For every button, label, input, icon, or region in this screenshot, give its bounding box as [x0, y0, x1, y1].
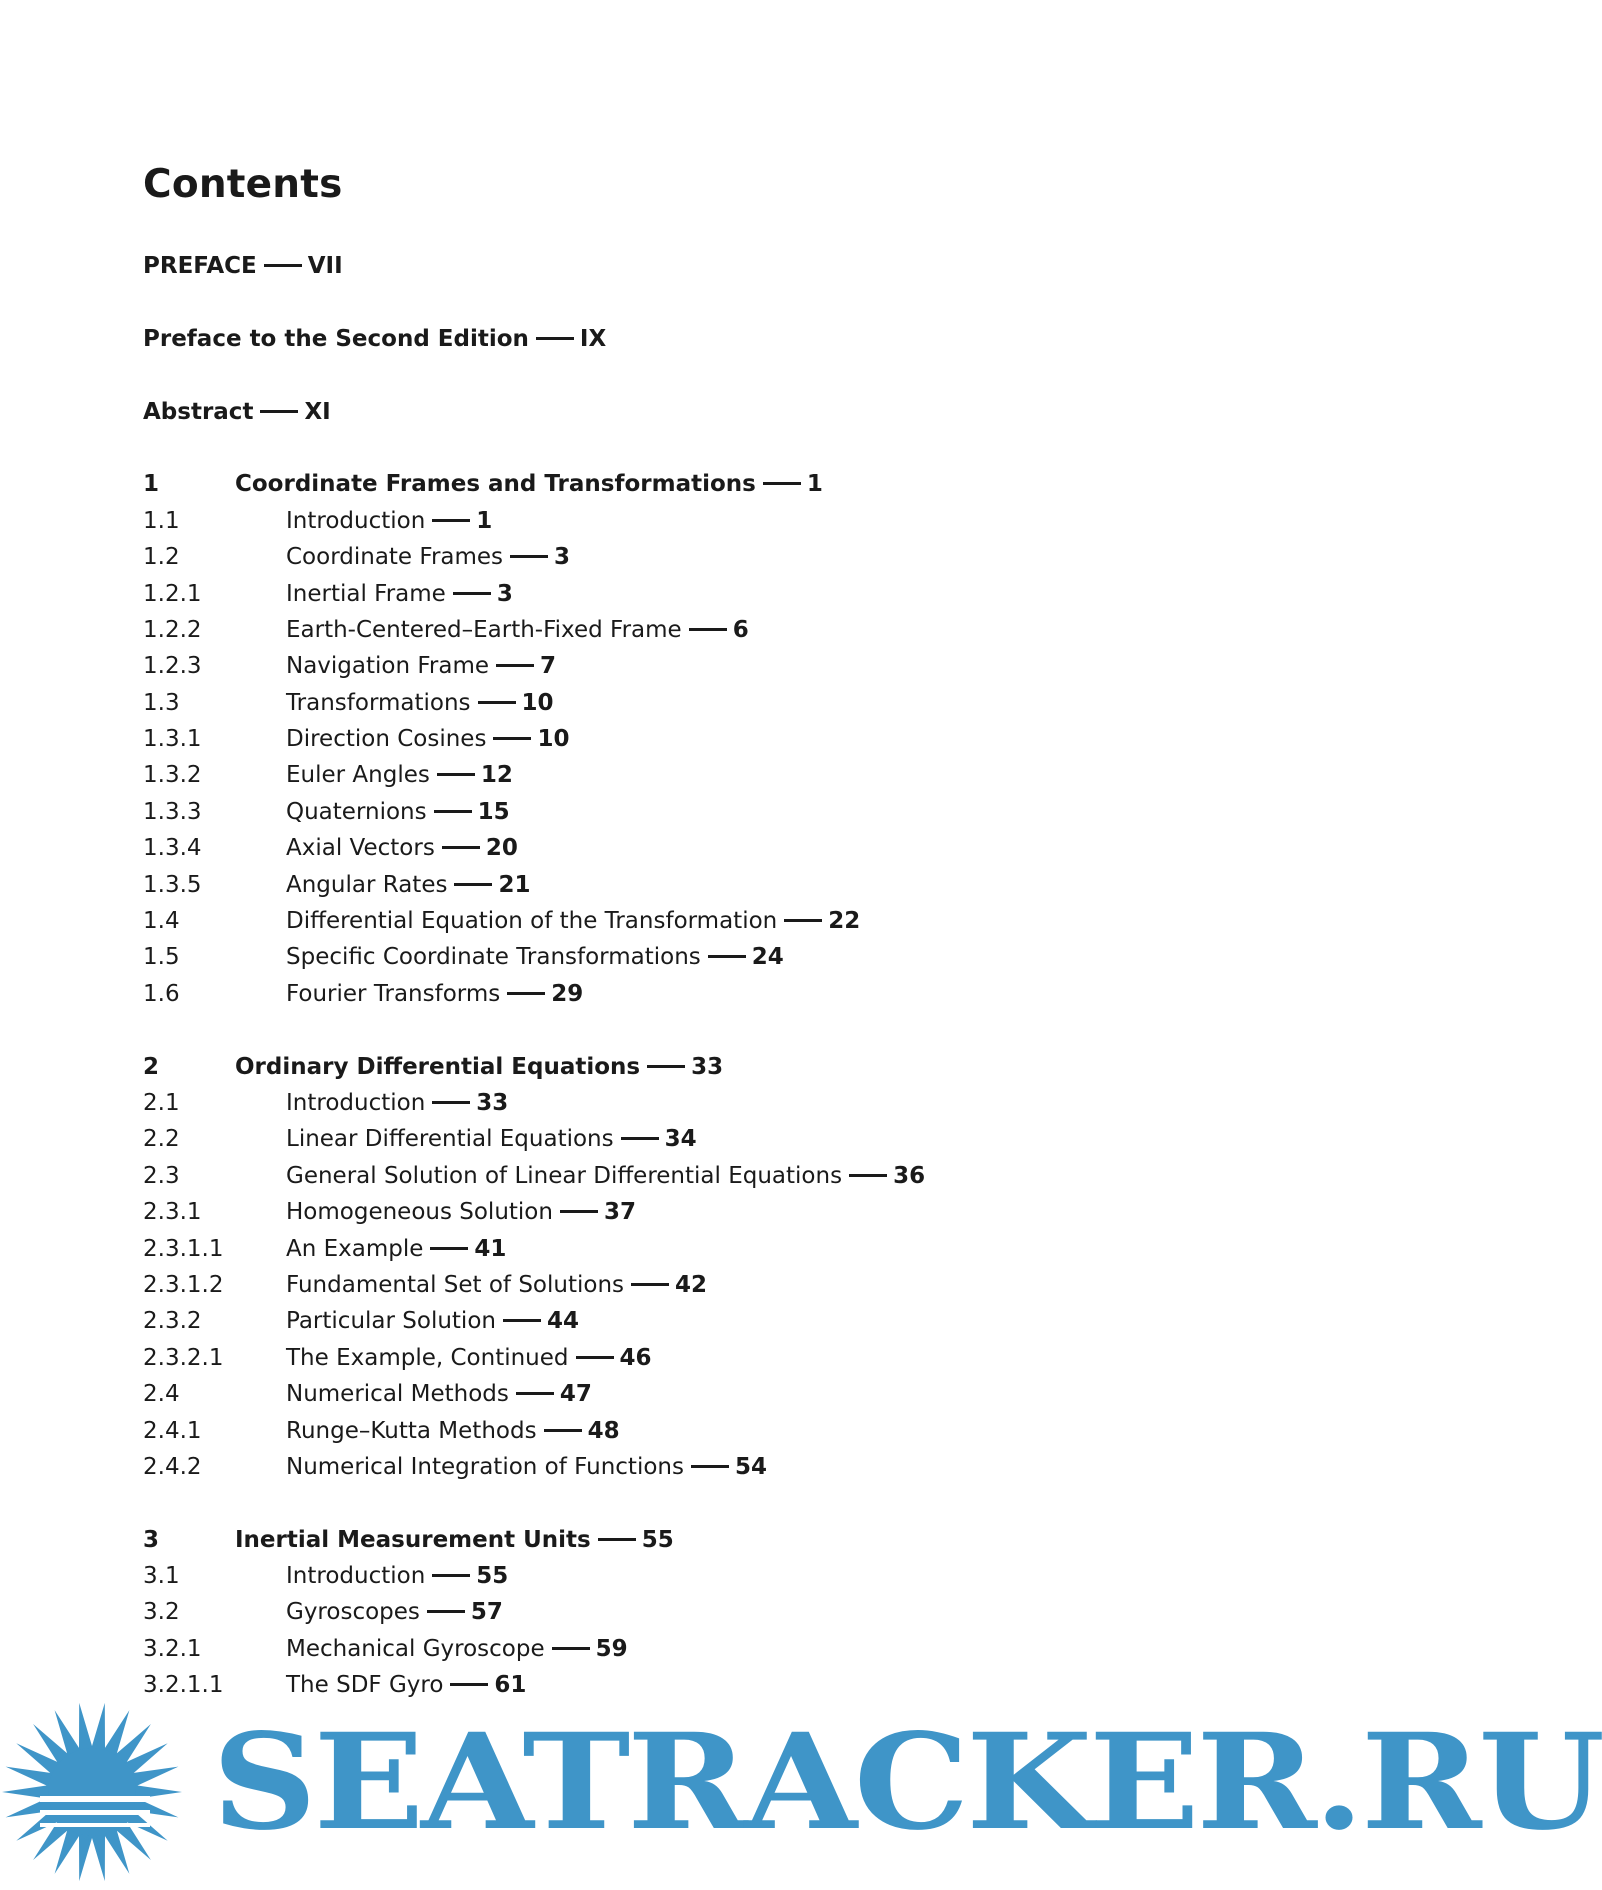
leader-dash: [552, 1647, 590, 1650]
entry-page: XI: [304, 398, 331, 425]
leader-dash: [478, 701, 516, 704]
section-number: 1.1: [143, 507, 180, 534]
chapter-list: [143, 466, 1243, 1703]
watermark: [0, 1700, 1602, 1890]
section-number: 1.6: [143, 980, 180, 1007]
page-title: Contents: [143, 162, 343, 207]
leader-dash: [510, 555, 548, 558]
section-number: 1.2.1: [143, 580, 202, 607]
toc-section-1.3.4[interactable]: [143, 830, 1243, 866]
section-title: Navigation Frame: [286, 653, 490, 680]
toc-section-3.2.1.1[interactable]: [143, 1667, 1243, 1703]
section-number: 3.1: [143, 1563, 180, 1590]
section-number: 1.2: [143, 544, 180, 571]
section-page: 1: [476, 507, 493, 534]
section-page: 3: [496, 580, 513, 607]
section-title: Introduction: [286, 507, 426, 534]
leader-dash: [427, 1610, 465, 1613]
toc-section-2.4.2[interactable]: [143, 1449, 1243, 1485]
toc-chapter-3[interactable]: [143, 1522, 1243, 1558]
toc-section-2.3.1[interactable]: [143, 1194, 1243, 1230]
sun-logo-icon: [0, 1700, 210, 1890]
section-title: Quaternions: [286, 798, 427, 825]
leader-dash: [432, 1574, 470, 1577]
toc-chapter-1[interactable]: [143, 466, 1243, 502]
section-number: 3.2.1: [143, 1635, 202, 1662]
toc-section-2.3.2[interactable]: [143, 1303, 1243, 1339]
toc-section-1.2[interactable]: [143, 539, 1243, 575]
section-title: Particular Solution: [286, 1308, 496, 1335]
section-number: 3.2.1.1: [143, 1672, 224, 1699]
leader-dash: [598, 1538, 636, 1541]
section-page: 61: [494, 1672, 527, 1699]
section-number: 1.5: [143, 944, 180, 971]
toc-entry-preface-second-edition[interactable]: [143, 321, 1243, 357]
section-page: 59: [595, 1635, 628, 1662]
section-page: 55: [476, 1563, 509, 1590]
section-title: General Solution of Linear Differential Equations: [286, 1162, 843, 1189]
section-number: 1.2.3: [143, 653, 202, 680]
toc-section-2.3.1.1[interactable]: [143, 1231, 1243, 1267]
leader-dash: [432, 1101, 470, 1104]
toc-section-3.1[interactable]: [143, 1558, 1243, 1594]
toc-section-1.3.1[interactable]: [143, 721, 1243, 757]
section-title: Numerical Methods: [286, 1381, 509, 1408]
section-page: 22: [828, 908, 861, 935]
section-page: 42: [675, 1271, 708, 1298]
leader-dash: [264, 264, 302, 267]
section-page: 29: [551, 980, 584, 1007]
toc-section-1.3.3[interactable]: [143, 794, 1243, 830]
chapter-page: 55: [641, 1526, 674, 1553]
section-number: 2.3.2.1: [143, 1344, 224, 1371]
leader-dash: [493, 737, 531, 740]
section-page: 21: [498, 871, 531, 898]
toc-entry-abstract[interactable]: [143, 394, 1243, 430]
section-title: Homogeneous Solution: [286, 1199, 553, 1226]
section-title: Inertial Frame: [286, 580, 446, 607]
section-page: 57: [470, 1599, 503, 1626]
leader-dash: [453, 592, 491, 595]
toc-section-1.3.5[interactable]: [143, 867, 1243, 903]
section-page: 24: [751, 944, 784, 971]
leader-dash: [260, 410, 298, 413]
leader-dash: [454, 883, 492, 886]
section-number: 2.3.2: [143, 1308, 202, 1335]
section-number: 3.2: [143, 1599, 180, 1626]
section-title: Euler Angles: [286, 762, 430, 789]
chapter-title: Ordinary Differential Equations: [235, 1053, 641, 1080]
leader-dash: [689, 628, 727, 631]
leader-dash: [432, 519, 470, 522]
section-page: 6: [732, 616, 749, 643]
leader-dash: [576, 1356, 614, 1359]
toc-section-2.3.2.1[interactable]: [143, 1340, 1243, 1376]
entry-page: VII: [307, 253, 343, 279]
leader-dash: [536, 337, 574, 340]
section-title: Runge–Kutta Methods: [286, 1417, 537, 1444]
section-page: 46: [619, 1344, 652, 1371]
section-title: The Example, Continued: [286, 1344, 569, 1371]
leader-dash: [849, 1174, 887, 1177]
toc-section-2.1[interactable]: [143, 1085, 1243, 1121]
toc-section-1.3.2[interactable]: [143, 757, 1243, 793]
section-title: Differential Equation of the Transformation: [286, 908, 778, 935]
toc-section-2.3.1.2[interactable]: [143, 1267, 1243, 1303]
toc-section-1.4[interactable]: [143, 903, 1243, 939]
leader-dash: [437, 773, 475, 776]
section-number: 2.4.1: [143, 1417, 202, 1444]
section-title: Axial Vectors: [286, 835, 435, 862]
section-page: 10: [537, 726, 570, 753]
section-page: 15: [477, 798, 510, 825]
toc-section-2.2[interactable]: [143, 1121, 1243, 1157]
section-page: 10: [521, 689, 554, 716]
section-title: Specific Coordinate Transformations: [286, 944, 701, 971]
section-page: 33: [476, 1089, 509, 1116]
chapter-page: 33: [691, 1053, 724, 1080]
section-title: Angular Rates: [286, 871, 448, 898]
section-number: 1.3: [143, 689, 180, 716]
leader-dash: [450, 1683, 488, 1686]
section-number: 1.3.3: [143, 798, 202, 825]
toc-section-1.3[interactable]: [143, 685, 1243, 721]
section-page: 3: [554, 544, 571, 571]
leader-dash: [708, 955, 746, 958]
entry-page: IX: [579, 325, 607, 352]
leader-dash: [503, 1319, 541, 1322]
leader-dash: [507, 992, 545, 995]
leader-dash: [631, 1283, 669, 1286]
section-page: 12: [480, 762, 513, 789]
section-page: 7: [540, 653, 557, 680]
section-title: Fundamental Set of Solutions: [286, 1271, 625, 1298]
section-number: 2.2: [143, 1126, 180, 1153]
section-title: An Example: [286, 1235, 424, 1262]
section-page: 20: [485, 835, 518, 862]
leader-dash: [647, 1065, 685, 1068]
leader-dash: [544, 1429, 582, 1432]
section-number: 1.4: [143, 908, 180, 935]
leader-dash: [516, 1392, 554, 1395]
toc-entry-preface[interactable]: [143, 248, 1243, 284]
section-number: 1.3.1: [143, 726, 202, 753]
section-number: 1.3.2: [143, 762, 202, 789]
table-of-contents: [143, 248, 1243, 1704]
section-title: The SDF Gyro: [286, 1672, 444, 1699]
chapter-number: 2: [143, 1053, 160, 1080]
chapter-title: Coordinate Frames and Transformations: [235, 471, 756, 498]
leader-dash: [763, 482, 801, 485]
leader-dash: [691, 1465, 729, 1468]
section-title: Gyroscopes: [286, 1599, 420, 1626]
section-page: 44: [546, 1308, 579, 1335]
toc-chapter-2[interactable]: [143, 1049, 1243, 1085]
section-title: Introduction: [286, 1563, 426, 1590]
section-title: Direction Cosines: [286, 726, 487, 753]
entry-title: Abstract: [143, 398, 254, 425]
section-number: 2.3.1.2: [143, 1271, 224, 1298]
section-number: 1.3.5: [143, 871, 202, 898]
section-title: Fourier Transforms: [286, 980, 501, 1007]
section-title: Mechanical Gyroscope: [286, 1635, 545, 1662]
section-page: 54: [734, 1453, 767, 1480]
section-title: Earth-Centered–Earth-Fixed Frame: [286, 616, 682, 643]
section-page: 37: [603, 1199, 636, 1226]
section-number: 2.3: [143, 1162, 180, 1189]
toc-section-2.4.1[interactable]: [143, 1413, 1243, 1449]
section-page: 41: [474, 1235, 507, 1262]
leader-dash: [430, 1247, 468, 1250]
leader-dash: [621, 1137, 659, 1140]
chapter-title: Inertial Measurement Units: [235, 1526, 591, 1553]
entry-title: PREFACE: [143, 253, 257, 279]
section-number: 1.3.4: [143, 835, 202, 862]
section-title: Transformations: [286, 689, 471, 716]
section-title: Coordinate Frames: [286, 544, 504, 571]
leader-dash: [442, 846, 480, 849]
entry-title: Preface to the Second Edition: [143, 325, 529, 352]
chapter-number: 3: [143, 1526, 160, 1553]
section-number: 2.3.1.1: [143, 1235, 224, 1262]
section-page: 34: [664, 1126, 697, 1153]
toc-section-2.3[interactable]: [143, 1158, 1243, 1194]
section-number: 2.4: [143, 1381, 180, 1408]
chapter-page: 1: [806, 471, 823, 498]
watermark-text: SEATRACKER.RU: [212, 1705, 1602, 1860]
leader-dash: [560, 1210, 598, 1213]
section-title: Introduction: [286, 1089, 426, 1116]
section-number: 1.2.2: [143, 616, 202, 643]
chapter-number: 1: [143, 471, 160, 498]
section-number: 2.3.1: [143, 1199, 202, 1226]
section-page: 36: [893, 1162, 926, 1189]
toc-section-1.6[interactable]: [143, 976, 1243, 1012]
section-page: 47: [559, 1381, 592, 1408]
leader-dash: [496, 664, 534, 667]
toc-section-3.2[interactable]: [143, 1594, 1243, 1630]
leader-dash: [434, 810, 472, 813]
toc-section-1.2.1[interactable]: [143, 576, 1243, 612]
toc-section-1.2.3[interactable]: [143, 648, 1243, 684]
toc-section-3.2.1[interactable]: [143, 1631, 1243, 1667]
leader-dash: [784, 919, 822, 922]
toc-section-1.1[interactable]: [143, 503, 1243, 539]
toc-section-1.2.2[interactable]: [143, 612, 1243, 648]
section-title: Numerical Integration of Functions: [286, 1453, 684, 1480]
toc-section-2.4[interactable]: [143, 1376, 1243, 1412]
section-number: 2.1: [143, 1089, 180, 1116]
section-title: Linear Differential Equations: [286, 1126, 614, 1153]
section-number: 2.4.2: [143, 1453, 202, 1480]
section-page: 48: [587, 1417, 620, 1444]
toc-section-1.5[interactable]: [143, 939, 1243, 975]
